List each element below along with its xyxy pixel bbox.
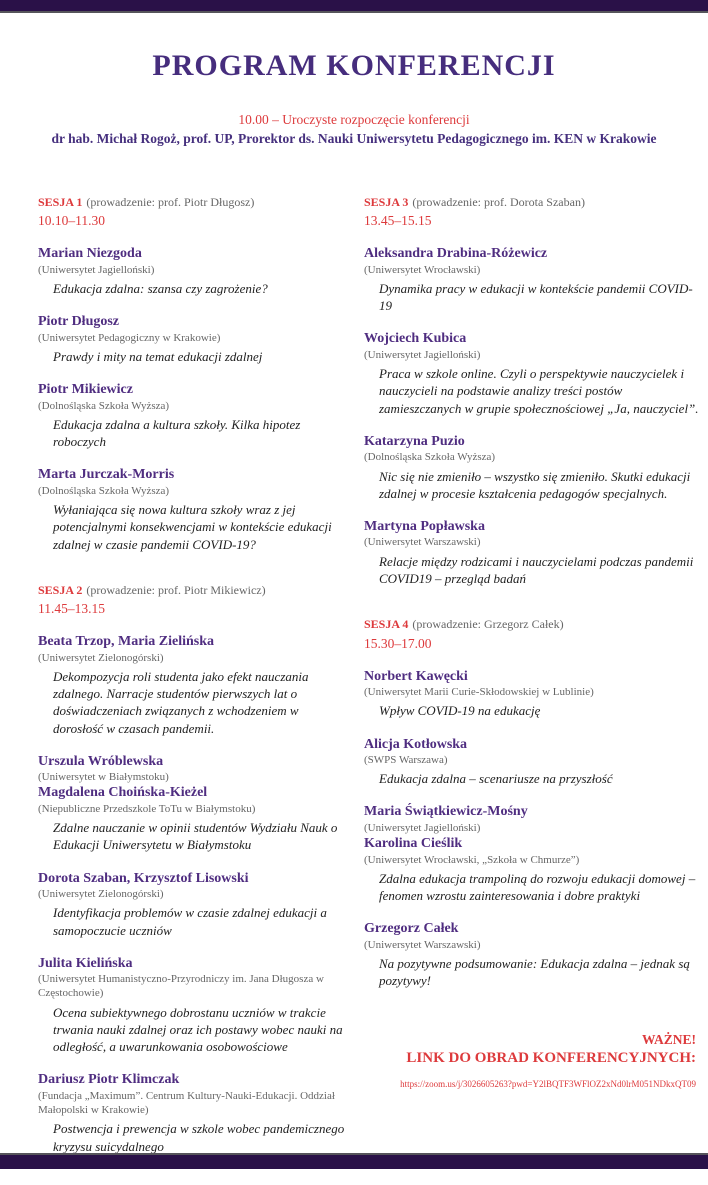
speaker-name: Piotr Mikiewicz <box>38 382 133 398</box>
speaker-affiliation: (Uniwersytet Warszawski) <box>364 938 481 951</box>
talk-title: Relacje między rodzicami i nauczycielami podczas pandemii COVID19 – przegląd badań <box>379 553 694 586</box>
talk-title: Wpływ COVID-19 na edukację <box>379 703 541 719</box>
speaker-name: Dariusz Piotr Klimczak <box>38 1072 180 1088</box>
speaker-affiliation: (Fundacja „Maximum”. Centrum Kultury-Nauki-Edukacji. Oddział Małopolski w Krakowie) <box>38 1089 335 1117</box>
speaker-name: Urszula Wróblewska <box>38 753 164 769</box>
important-label: WAŻNE! <box>641 1032 696 1047</box>
speaker-name: Marta Jurczak-Morris <box>38 467 175 483</box>
session-time: 13.45–15.15 <box>364 213 432 229</box>
talk-title: Edukacja zdalna – scenariusze na przyszłość <box>379 771 613 787</box>
speaker-name: Katarzyna Puzio <box>364 433 465 449</box>
speaker-name: Karolina Cieślik <box>364 836 463 852</box>
opening-ceremony-line: 10.00 – Uroczyste rozpoczęcie konferencji <box>238 112 470 127</box>
session-heading <box>364 617 700 633</box>
talk-item <box>38 245 346 297</box>
speaker-affiliation: (Uniwersytet Pedagogiczny w Krakowie) <box>38 331 221 344</box>
talk-title: Nic się nie zmieniło – wszystko się zmieniło. Skutki edukacji zdalnej w procesie kształcenia pedagogów specjalnych. <box>379 468 691 501</box>
talk-title: Identyfikacja problemów w czasie zdalnej edukacji a samopoczucie uczniów <box>53 905 327 938</box>
session-block <box>38 195 346 553</box>
speaker-affiliation: (Uniwersytet Warszawski) <box>364 536 481 549</box>
talk-item <box>364 433 700 502</box>
speaker-name: Alicja Kotłowska <box>364 736 468 752</box>
speaker-name: Dorota Szaban, Krzysztof Lisowski <box>38 870 249 886</box>
speaker-affiliation: (Uniwersytet Wrocławski) <box>364 263 481 276</box>
talk-item <box>38 753 346 854</box>
talk-title: Zdalna edukacja trampoliną do rozwoju edukacji domowej – fenomen wzrostu zainteresowania i dobre praktyki <box>379 871 696 904</box>
talk-item <box>38 1071 346 1154</box>
talk-title: Na pozytywne podsumowanie: Edukacja zdalna – jednak są pozytywy! <box>379 956 690 989</box>
session-time: 11.45–13.15 <box>38 601 105 617</box>
session-block <box>364 617 700 990</box>
bottom-border-bar <box>0 1153 708 1169</box>
speaker-affiliation: (SWPS Warszawa) <box>364 754 448 767</box>
speaker-name: Marian Niezgoda <box>38 246 142 262</box>
speaker-name: Martyna Popławska <box>364 518 485 534</box>
speaker-name: Piotr Długosz <box>38 314 120 330</box>
talk-title: Wyłaniająca się nowa kultura szkoły wraz z jej potencjalnymi konsekwencjami w kontekście edukacji zdalnej w czasie pandemii COVID-19? <box>53 502 332 552</box>
conference-link-note <box>400 1032 696 1089</box>
session-chair: (prowadzenie: prof. Piotr Mikiewicz) <box>86 582 266 597</box>
session-chair: (prowadzenie: prof. Dorota Szaban) <box>412 194 585 209</box>
speaker-name: Magdalena Choińska-Kieżel <box>38 785 208 801</box>
talk-item <box>364 245 700 314</box>
speaker-affiliation: (Uniwersytet Zielonogórski) <box>38 651 164 664</box>
speaker-affiliation: (Niepubliczne Przedszkole ToTu w Białymstoku) <box>38 802 256 815</box>
speaker-affiliation: (Uniwersytet Jagielloński) <box>364 348 481 361</box>
speaker-affiliation: (Uniwersytet w Białymstoku) <box>38 771 169 784</box>
talk-title: Dynamika pracy w edukacji w kontekście pandemii COVID-19 <box>379 281 693 314</box>
talk-item <box>38 466 346 552</box>
session-time: 15.30–17.00 <box>364 635 432 651</box>
speaker-name: Maria Świątkiewicz-Mośny <box>364 804 528 820</box>
speaker-affiliation: (Uniwersytet Wrocławski, „Szkoła w Chmurze”) <box>364 853 580 866</box>
speaker-affiliation: (Dolnośląska Szkoła Wyższa) <box>364 451 496 464</box>
speaker-name: Wojciech Kubica <box>364 331 467 347</box>
talk-item <box>38 955 346 1056</box>
talk-title: Prawdy i mity na temat edukacji zdalnej <box>53 349 263 365</box>
speaker-name: Aleksandra Drabina-Różewicz <box>364 246 548 262</box>
zoom-meeting-link[interactable]: https://zoom.us/j/3026605263?pwd=Y2lBQTF3WFlOZ2xNd0lrM051NDkxQT09 <box>400 1079 696 1089</box>
talk-title: Postwencja i prewencja w szkole wobec pandemicznego kryzysu suicydalnego <box>53 1121 345 1154</box>
top-border-bar <box>0 0 708 13</box>
talk-title: Praca w szkole online. Czyli o perspektywie nauczycielek i nauczycieli na podstawie analizy treści postów zamieszczanych w grupie społecznościowej „Ja, nauczyciel”. <box>379 366 699 416</box>
conference-link-label: LINK DO OBRAD KONFERENCYJNYCH: <box>406 1050 696 1066</box>
speaker-affiliation: (Uniwersytet Jagielloński) <box>38 263 155 276</box>
talk-item <box>364 518 700 587</box>
session-block <box>38 583 346 1155</box>
speaker-name: Norbert Kawęcki <box>364 668 468 684</box>
session-chair: (prowadzenie: prof. Piotr Długosz) <box>86 194 255 209</box>
talk-title: Zdalne nauczanie w opinii studentów Wydziału Nauk o Edukacji Uniwersytetu w Białymstoku <box>53 820 338 853</box>
talk-item <box>364 330 700 416</box>
speaker-name: Beata Trzop, Maria Zielińska <box>38 634 215 650</box>
talk-title: Edukacja zdalna: szansa czy zagrożenie? <box>53 281 268 297</box>
talk-item <box>364 803 700 904</box>
left-column <box>38 195 346 1185</box>
opening-speaker-line: dr hab. Michał Rogoż, prof. UP, Prorektor ds. Nauki Uniwersytetu Pedagogicznego im. KEN w Krakowie <box>51 130 657 146</box>
session-heading <box>364 195 700 211</box>
talk-item <box>364 668 700 720</box>
speaker-affiliation: (Uniwersytet Humanistyczno-Przyrodniczy im. Jana Długosza w Częstochowie) <box>38 973 324 1000</box>
session-time: 10.10–11.30 <box>38 213 105 229</box>
talk-item <box>38 870 346 939</box>
session-label: SESJA 1 <box>38 194 83 209</box>
speaker-affiliation: (Dolnośląska Szkoła Wyższa) <box>38 484 170 497</box>
talk-title: Edukacja zdalna a kultura szkoły. Kilka hipotez roboczych <box>53 417 301 450</box>
talk-item <box>38 633 346 736</box>
speaker-affiliation: (Uniwersytet Marii Curie-Skłodowskiej w Lublinie) <box>364 686 594 699</box>
session-chair: (prowadzenie: Grzegorz Całek) <box>412 616 564 631</box>
session-heading <box>38 195 346 211</box>
talk-item <box>364 920 700 989</box>
opening-section <box>0 111 708 149</box>
speaker-affiliation: (Uniwersytet Jagielloński) <box>364 821 481 834</box>
session-heading <box>38 583 346 599</box>
speaker-affiliation: (Uniwersytet Zielonogórski) <box>38 888 164 901</box>
session-block <box>364 195 700 587</box>
talk-title: Dekompozycja roli studenta jako efekt nauczania zdalnego. Narracje studentów pierwszych lat o doświadczeniach związanych z wchodzeniem w dorosłość w czasach pandemii. <box>53 669 309 736</box>
speaker-name: Julita Kielińska <box>38 955 133 971</box>
talk-title: Ocena subiektywnego dobrostanu uczniów w trakcie trwania nauki zdalnej oraz ich postawy wobec nauki na odległość, a uwarunkowania osobowościowe <box>53 1004 343 1055</box>
speaker-affiliation: (Dolnośląska Szkoła Wyższa) <box>38 399 170 412</box>
talk-item <box>38 313 346 365</box>
talk-item <box>38 381 346 450</box>
speaker-name: Grzegorz Całek <box>364 921 459 937</box>
talk-item <box>364 736 700 788</box>
session-label: SESJA 4 <box>364 616 409 631</box>
session-label: SESJA 3 <box>364 194 409 209</box>
page-title: PROGRAM KONFERENCJI <box>152 49 556 82</box>
session-label: SESJA 2 <box>38 582 83 597</box>
